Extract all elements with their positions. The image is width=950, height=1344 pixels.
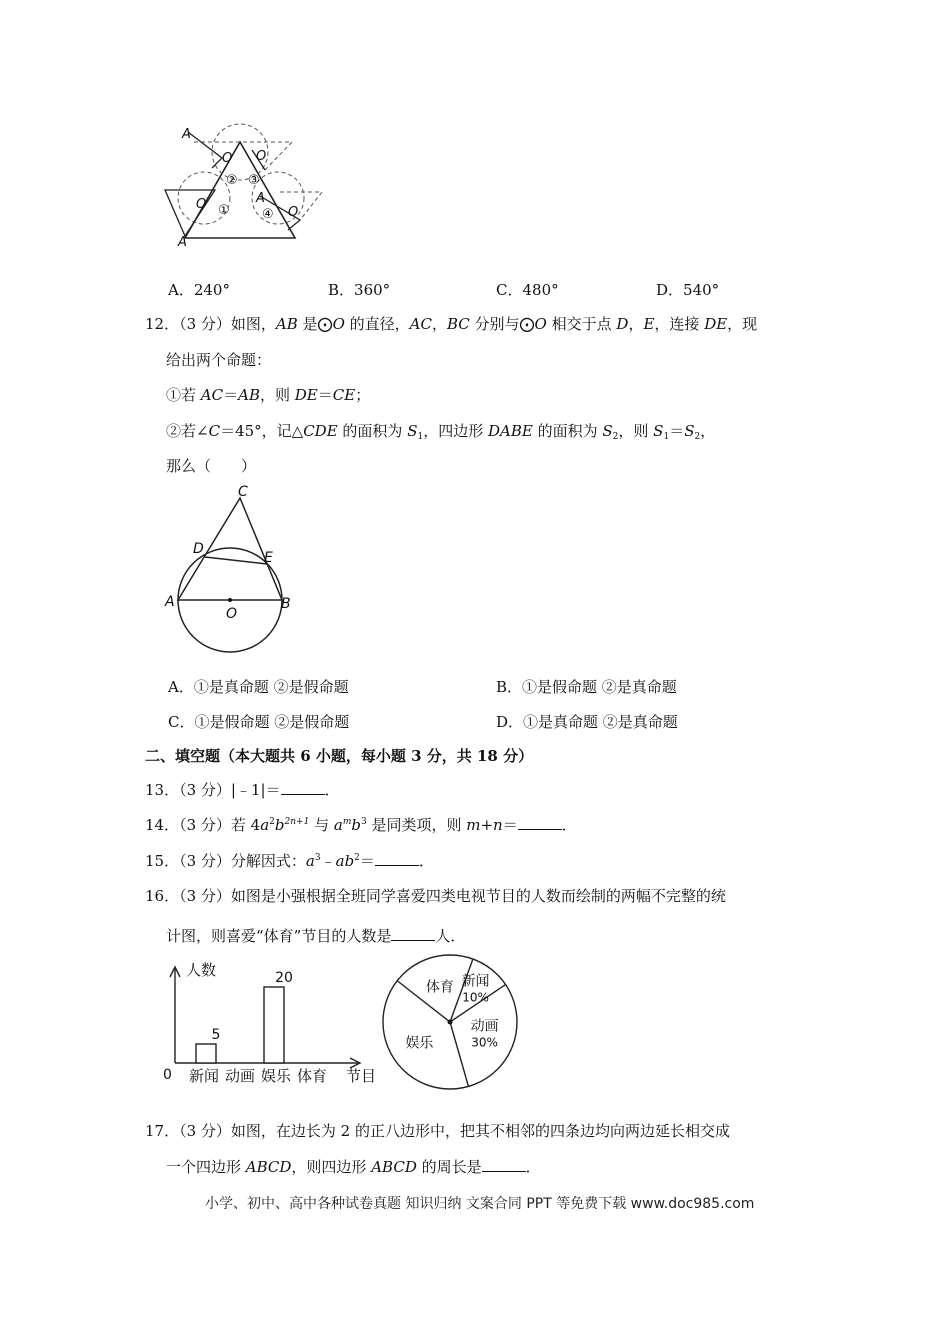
q11-option-c: C．480° <box>496 281 559 299</box>
q12-label-b: B <box>281 596 291 612</box>
q12-proposition-1: ①若 AC＝AB，则 DE＝CE； <box>166 386 371 404</box>
q16-blank <box>391 926 435 941</box>
bar-娱乐 <box>264 987 284 1063</box>
q12-label-d: D <box>193 541 204 557</box>
q11-label-3: ③ <box>248 173 260 188</box>
q12-option-b: B．①是假命题 ②是真命题 <box>496 678 677 696</box>
q12-option-d: D．①是真命题 ②是真命题 <box>496 713 678 731</box>
pie-slice-label: 新闻 <box>461 973 490 990</box>
q11-option-d: D．540° <box>656 281 720 299</box>
q14: 14．（3 分）若 $4a^2b^{2n+1}$ 与 $a^mb^3$ 是同类项，则 m+n＝ ． <box>145 816 577 834</box>
q12-line2: 给出两个命题： <box>166 351 272 369</box>
q11-label-a2: A <box>178 235 187 250</box>
q11-label-a1: A <box>182 127 191 142</box>
bar-y-label: 人数 <box>186 961 217 979</box>
pie-slice-divider <box>450 1022 468 1086</box>
q13-blank <box>281 780 325 795</box>
pie-percent-label: 30% <box>471 1035 498 1050</box>
bar-origin-label: 0 <box>163 1067 172 1083</box>
q16-line1: 16．（3 分）如图是小强根据全班同学喜爱四类电视节目的人数而绘制的两幅不完整的统 <box>145 887 726 905</box>
q12-label-o: O <box>226 606 238 622</box>
bar-category-label: 娱乐 <box>260 1067 292 1085</box>
q12-label-a: A <box>165 594 175 610</box>
page-footer: 小学、初中、高中各种试卷真题 知识归纳 文案合同 PPT 等免费下载 www.doc985.com <box>205 1196 755 1212</box>
bar-category-label: 体育 <box>296 1067 328 1085</box>
q11-label-a3: A <box>256 191 265 206</box>
bar-category-label: 新闻 <box>188 1067 220 1085</box>
q11-label-2: ② <box>226 173 238 188</box>
bar-value-label: 20 <box>275 970 293 986</box>
bar-新闻 <box>196 1044 216 1063</box>
q12-center-dot <box>228 598 232 602</box>
bar-value-label: 5 <box>211 1027 221 1043</box>
bar-category-label: 动画 <box>224 1067 256 1085</box>
q14-blank <box>518 815 562 830</box>
q11-option-a: A．240° <box>168 281 230 299</box>
q16-pie-chart <box>375 950 525 1095</box>
q12-option-a: A．①是真命题 ②是假命题 <box>168 678 349 696</box>
pie-slice-label: 娱乐 <box>405 1035 434 1052</box>
q12-figure <box>160 480 300 655</box>
q11-label-o1: O <box>222 151 233 166</box>
pie-slice-label: 体育 <box>425 979 454 996</box>
pie-center-dot <box>448 1020 453 1025</box>
q17-line2: 一个四边形 ABCD，则四边形 ABCD 的周长是 ． <box>166 1158 541 1176</box>
q11-option-b: B．360° <box>328 281 391 299</box>
q16-line2: 计图，则喜爱“体育”节目的人数是 人． <box>166 927 466 945</box>
q11-label-4: ④ <box>262 207 274 222</box>
q17-blank <box>482 1157 526 1172</box>
q15-blank <box>375 851 419 866</box>
q12-line5: 那么（ ） <box>166 457 257 475</box>
pie-slice-label: 动画 <box>470 1018 499 1035</box>
q17-line1: 17．（3 分）如图，在边长为 2 的正八边形中，把其不相邻的四条边均向两边延长相交成 <box>145 1122 730 1140</box>
q11-label-1: ① <box>218 203 230 218</box>
q12-proposition-2: ②若∠C＝45°，记△CDE 的面积为 $S_1$，四边形 DABE 的面积为 $S_2$，则 $S_1=S_2$， <box>166 422 716 442</box>
q11-label-o4: O <box>288 205 299 220</box>
section-2-heading: 二、填空题（本大题共 6 小题，每小题 3 分，共 18 分） <box>145 747 534 765</box>
q11-figure <box>160 120 335 250</box>
q11-label-o2: O <box>256 149 267 164</box>
q12-option-c: C．①是假命题 ②是假命题 <box>168 713 350 731</box>
q12-segment-de <box>205 557 267 564</box>
q15: 15．（3 分）分解因式：$a^3﹣ab^2=$ ． <box>145 852 434 870</box>
q12-label-c: C <box>238 484 248 500</box>
q11-label-o3: O <box>196 197 207 212</box>
pie-percent-label: 10% <box>462 990 489 1005</box>
q12-line1: 12．（3 分）如图，AB 是⨀O 的直径，AC，BC 分别与⨀O 相交于点 D，E，连接 DE，现 <box>145 315 758 333</box>
q16-bar-chart <box>160 955 380 1090</box>
bar-x-label: 节目 <box>346 1067 377 1085</box>
q13: 13．（3 分）|﹣1|＝ ． <box>145 781 340 799</box>
q12-label-e: E <box>264 550 273 566</box>
